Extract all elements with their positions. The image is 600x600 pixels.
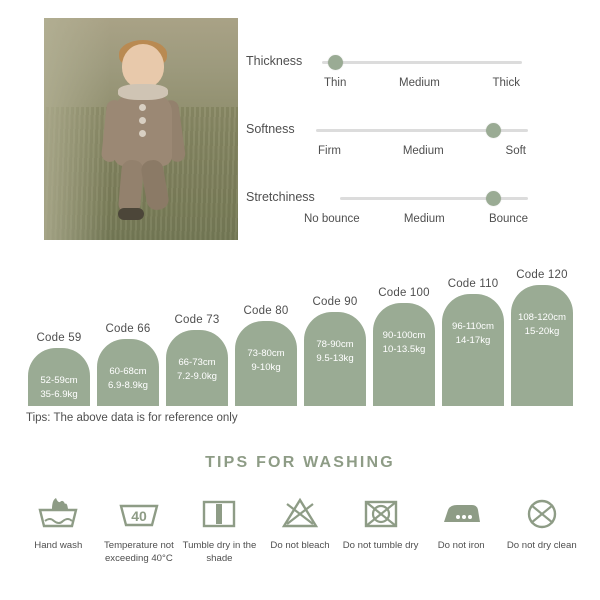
- size-code-66: Code 66: [105, 323, 151, 335]
- slider-softness-ticks: [318, 145, 526, 157]
- size-bar-120: [511, 285, 573, 406]
- slider-softness-knob[interactable]: [486, 123, 501, 138]
- slider-stretchiness-label: Stretchiness: [246, 190, 315, 204]
- slider-stretchiness-tick-1: Medium: [403, 213, 445, 225]
- size-column-90: [304, 296, 366, 406]
- size-code-90: Code 90: [312, 296, 358, 308]
- slider-stretchiness-ticks: [304, 213, 528, 225]
- size-chart: [22, 269, 580, 406]
- slider-thickness-tick-1: Medium: [398, 77, 440, 89]
- do-not-iron-icon: [421, 490, 502, 534]
- top-section: [0, 0, 600, 258]
- size-bar-110: [442, 294, 504, 406]
- do-not-tumble-dry-icon: [340, 490, 421, 534]
- slider-thickness-track[interactable]: [322, 61, 522, 64]
- size-height-100: 90-100cm: [382, 330, 426, 341]
- slider-thickness-tick-0: Thin: [324, 77, 347, 89]
- size-bar-100: [373, 303, 435, 406]
- size-weight-120: 15-20kg: [524, 325, 560, 337]
- size-weight-110: 14-17kg: [455, 334, 491, 346]
- size-weight-90: 9.5-13kg: [316, 352, 354, 364]
- photo-left-blur: [44, 18, 110, 240]
- size-bar-80: [235, 321, 297, 406]
- slider-stretchiness-tick-0: No bounce: [304, 213, 360, 225]
- child-head: [122, 44, 164, 88]
- slider-thickness-tick-2: Thick: [492, 77, 520, 89]
- size-height-66: 60-68cm: [109, 366, 147, 377]
- size-code-100: Code 100: [378, 287, 430, 299]
- size-weight-80: 9-10kg: [251, 361, 281, 373]
- size-bar-66: [97, 339, 159, 406]
- slider-thickness[interactable]: [246, 44, 566, 112]
- size-code-59: Code 59: [36, 332, 82, 344]
- wash-item-do-not-dry-clean: [501, 490, 582, 566]
- child-figure: [102, 44, 188, 222]
- washing-icon-row: [18, 490, 582, 566]
- size-bar-73: [166, 330, 228, 406]
- wash-item-do-not-tumble-dry: [340, 490, 421, 566]
- hand-wash-icon: [18, 490, 99, 534]
- size-column-73: [166, 314, 228, 406]
- slider-thickness-ticks: [324, 77, 520, 89]
- size-column-80: [235, 305, 297, 406]
- wash-item-do-not-bleach: [260, 490, 341, 566]
- child-shoe: [118, 208, 144, 220]
- size-code-80: Code 80: [243, 305, 289, 317]
- size-column-59: [28, 332, 90, 406]
- wash-caption-do-not-bleach: Do not bleach: [270, 540, 330, 551]
- slider-stretchiness[interactable]: [246, 180, 566, 248]
- slider-softness-tick-2: Soft: [505, 145, 526, 157]
- child-collar: [118, 84, 168, 100]
- size-height-73: 66-73cm: [178, 357, 216, 368]
- size-code-73: Code 73: [174, 314, 220, 326]
- size-height-120: 108-120cm: [518, 312, 566, 323]
- slider-softness[interactable]: [246, 112, 566, 180]
- size-weight-59: 35-6.9kg: [40, 388, 78, 400]
- wash-caption-hand-wash: Hand wash: [34, 540, 83, 551]
- slider-stretchiness-tick-2: Bounce: [488, 213, 528, 225]
- size-column-120: [511, 269, 573, 406]
- size-code-110: Code 110: [447, 278, 499, 290]
- child-right-leg: [140, 158, 170, 211]
- size-weight-100: 10-13.5kg: [382, 343, 426, 355]
- romper-buttons: [139, 104, 146, 138]
- tumble-dry-shade-icon: [179, 490, 260, 534]
- size-bar-90: [304, 312, 366, 406]
- wash-item-tumble-dry-shade: [179, 490, 260, 566]
- wash-item-do-not-iron: [421, 490, 502, 566]
- size-code-120: Code 120: [516, 269, 568, 281]
- wash-caption-do-not-dry-clean: Do not dry clean: [506, 540, 577, 551]
- size-bar-59: [28, 348, 90, 406]
- fabric-attribute-sliders: [246, 44, 566, 248]
- size-column-100: [373, 287, 435, 406]
- temperature-40-icon: [99, 490, 180, 534]
- size-column-110: [442, 278, 504, 406]
- wash-caption-temperature: Temperature not exceeding 40°C: [103, 540, 174, 564]
- do-not-bleach-icon: [260, 490, 341, 534]
- wash-caption-do-not-iron: Do not iron: [437, 540, 485, 551]
- wash-caption-tumble-dry-shade: Tumble dry in the shade: [182, 540, 257, 564]
- washing-section-title: TIPS FOR WASHING: [205, 454, 395, 471]
- size-column-66: [97, 323, 159, 406]
- size-height-90: 78-90cm: [316, 339, 354, 350]
- slider-softness-tick-1: Medium: [402, 145, 444, 157]
- size-chart-note: Tips: The above data is for reference only: [26, 412, 238, 424]
- svg-text:40: 40: [131, 508, 147, 524]
- size-weight-73: 7.2-9.0kg: [176, 370, 217, 382]
- slider-thickness-label: Thickness: [246, 54, 303, 68]
- size-height-59: 52-59cm: [40, 375, 78, 386]
- size-height-110: 96-110cm: [452, 321, 494, 332]
- wash-caption-do-not-tumble-dry: Do not tumble dry: [342, 540, 419, 551]
- child-left-leg: [118, 159, 145, 215]
- slider-stretchiness-knob[interactable]: [486, 191, 501, 206]
- toddler-in-romper-photo: [44, 18, 238, 240]
- wash-item-temperature: [99, 490, 180, 566]
- slider-thickness-knob[interactable]: [328, 55, 343, 70]
- wash-item-hand-wash: [18, 490, 99, 566]
- slider-softness-label: Softness: [246, 122, 295, 136]
- size-height-80: 73-80cm: [247, 348, 285, 359]
- size-weight-66: 6.9-8.9kg: [107, 379, 148, 391]
- do-not-dry-clean-icon: [501, 490, 582, 534]
- slider-softness-tick-0: Firm: [318, 145, 341, 157]
